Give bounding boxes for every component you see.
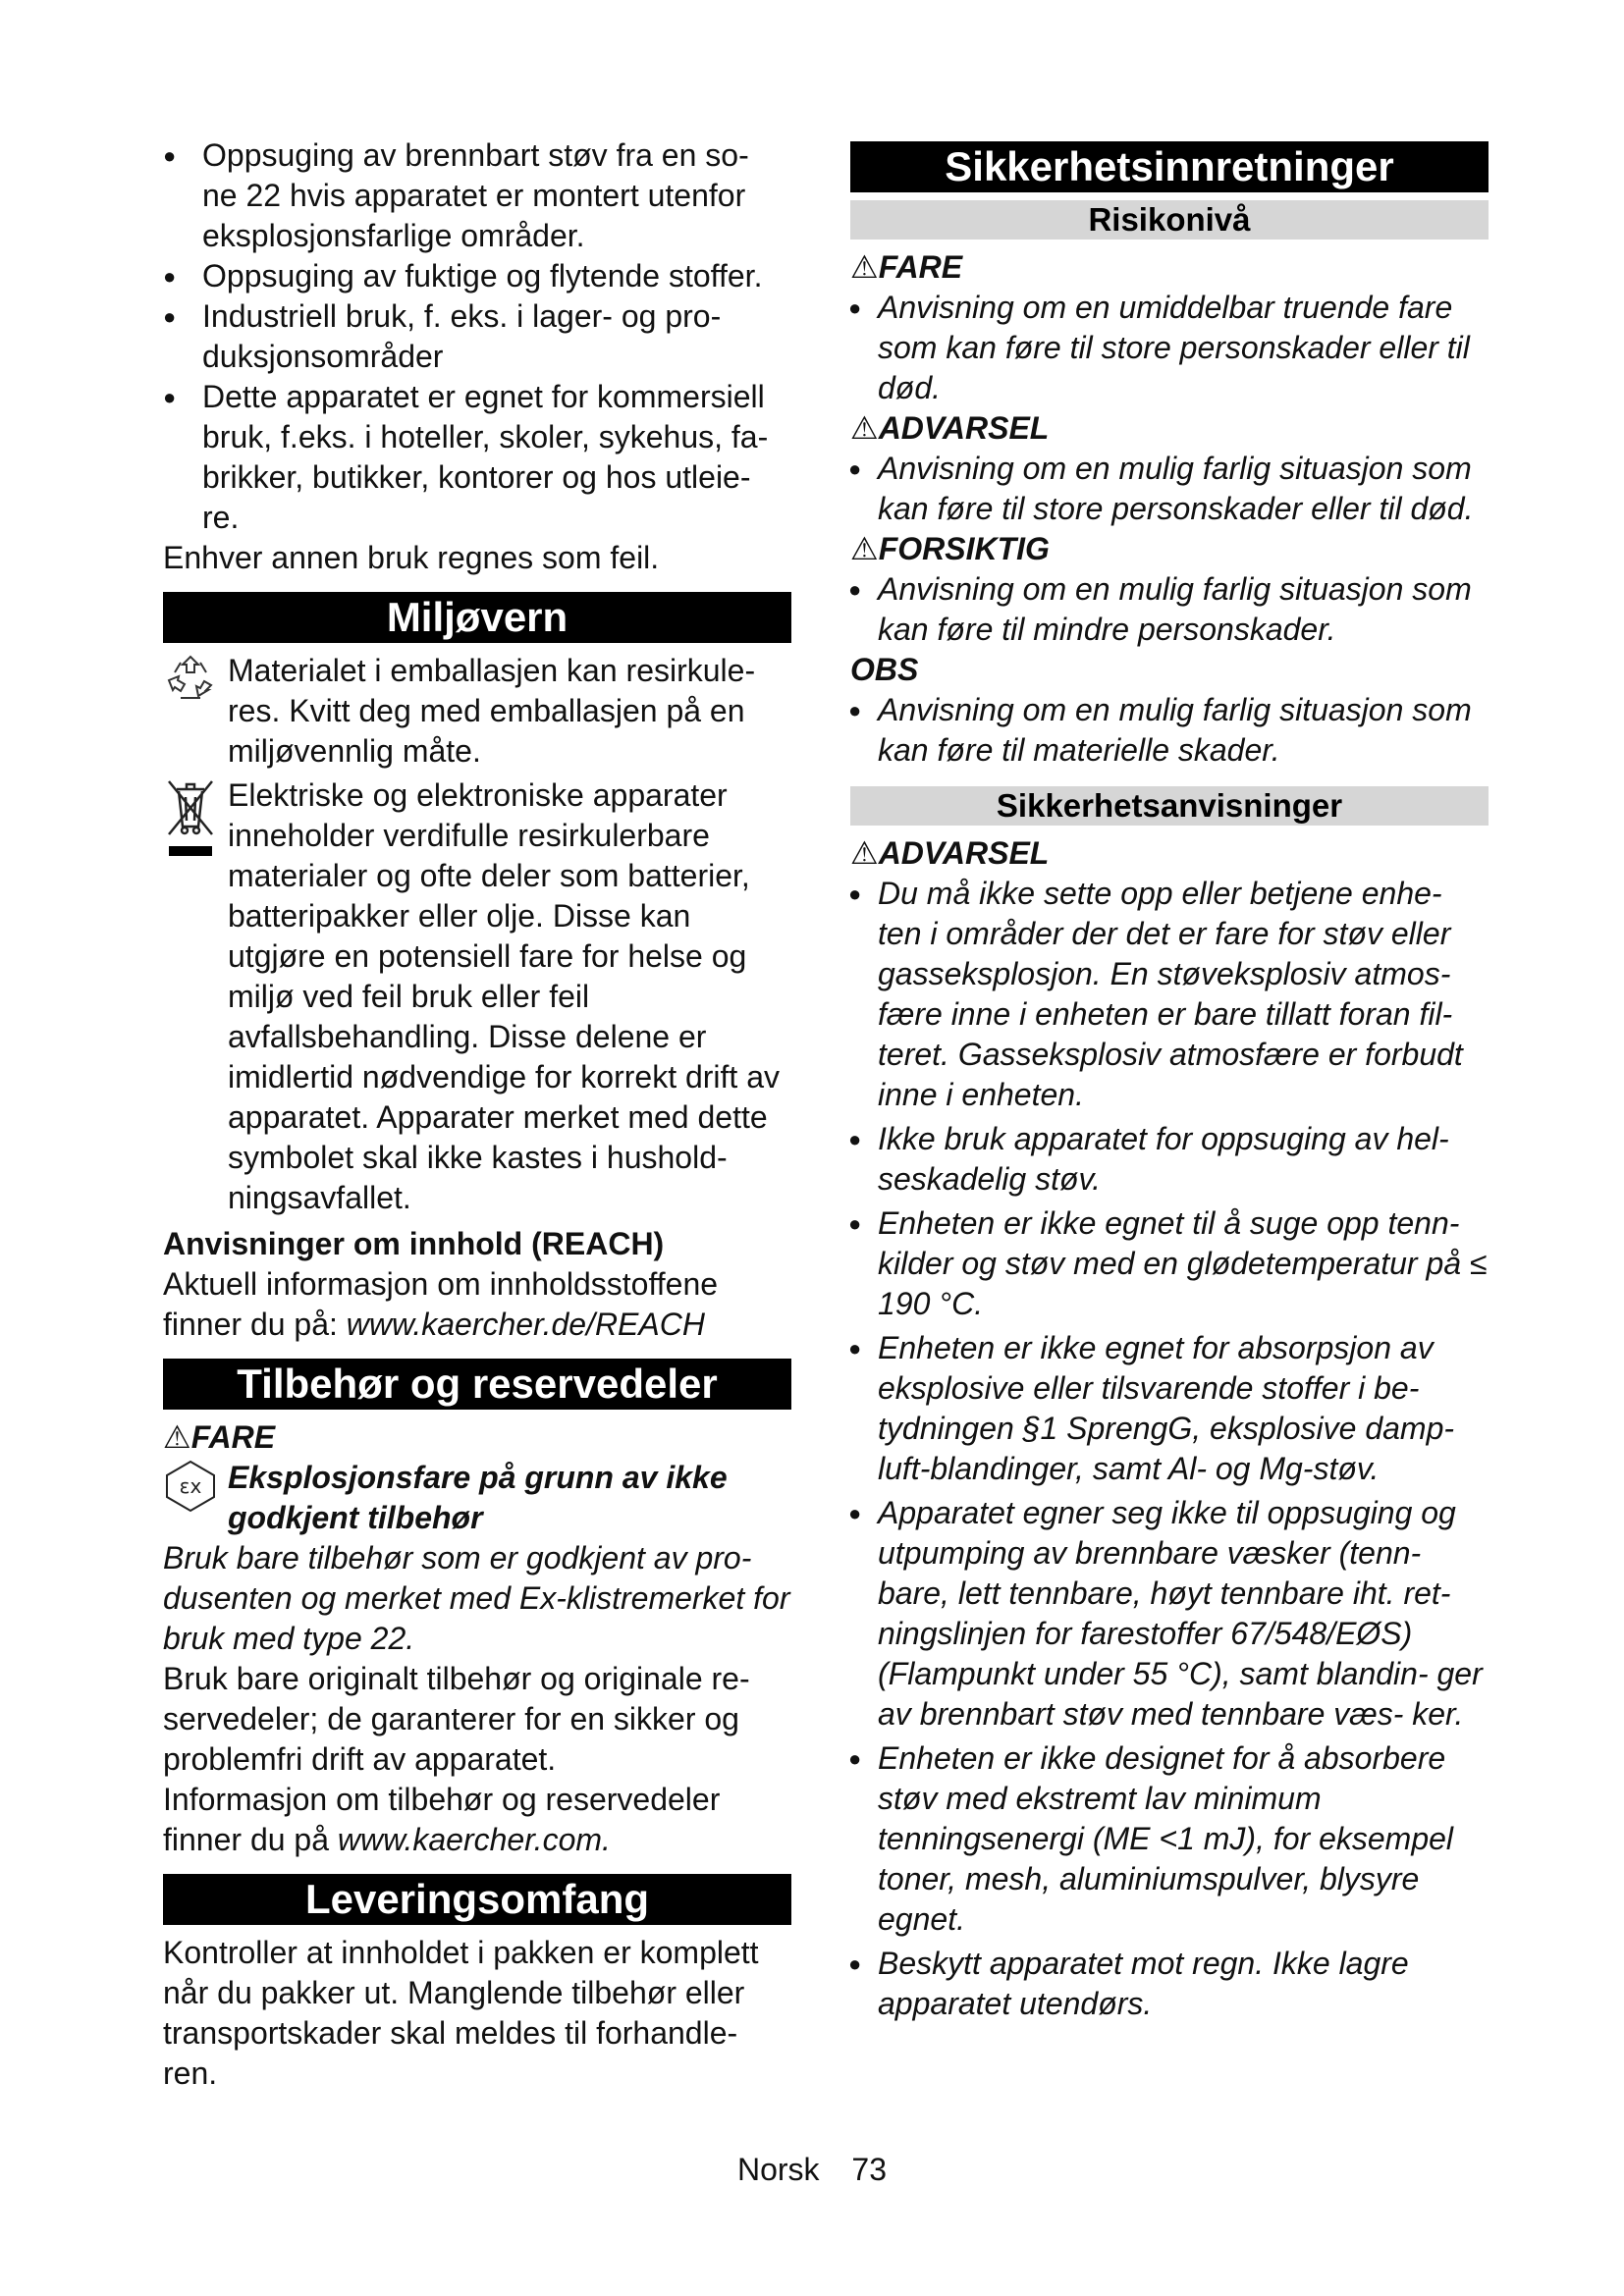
- reach-link[interactable]: www.kaercher.de/REACH: [346, 1307, 705, 1342]
- ex-warning-title: Eksplosjonsfare på grunn av ikke godkjent tilbehør: [228, 1460, 728, 1535]
- risk-description: ● Anvisning om en mulig farlig situasjon som kan føre til store personskader eller til død.: [850, 449, 1489, 529]
- risk-label: OBS: [850, 652, 919, 687]
- warning-label-advarsel: ⚠ADVARSEL: [850, 835, 1050, 871]
- risk-description: ● Anvisning om en mulig farlig situasjon som kan føre til materielle skader.: [850, 690, 1489, 771]
- recycle-block: [163, 651, 791, 772]
- reach-title: Anvisninger om innhold (REACH): [163, 1226, 665, 1261]
- left-column: [163, 135, 791, 2094]
- reach-paragraph: [163, 1264, 791, 1345]
- safety-instruction: ● Du må ikke sette opp eller betjene enhe- ten i områder der det er fare for støv eller gasseksplosjon. En støveksplosiv atmos- fære inne i enheten er bare tillatt foran fil- teret. Gasseksplosiv atmosfære er forbudt inne i enheten.: [850, 874, 1489, 1115]
- intro-note: Enhver annen bruk regnes som feil.: [163, 540, 660, 575]
- section-heading-tilbehor: Tilbehør og reservedeler: [163, 1359, 791, 1410]
- recycle-text: Materialet i emballasjen kan resirkule- res. Kvitt deg med emballasjen på en miljøvennlig måte.: [228, 653, 756, 769]
- reach-text: Aktuell informasjon om innholdsstoffene finner du på:: [163, 1266, 719, 1342]
- safety-instruction: ● Ikke bruk apparatet for oppsuging av hel- seskadelig støv.: [850, 1119, 1489, 1200]
- list-item: ● Industriell bruk, f. eks. i lager- og pro- duksjonsområder: [163, 296, 791, 377]
- kaercher-link[interactable]: www.kaercher.com.: [337, 1822, 611, 1857]
- ex-warning-text: Bruk bare tilbehør som er godkjent av pro- dusenten og merket med Ex-klistremerket for bruk med type 22.: [163, 1540, 790, 1656]
- safety-instruction: ● Beskytt apparatet mot regn. Ikke lagre apparatet utendørs.: [850, 1944, 1489, 2024]
- page-number: 73: [851, 2152, 888, 2187]
- subheading-sikkerhetsanvisninger: Sikkerhetsanvisninger: [850, 786, 1489, 826]
- warning-label-fare: ⚠FARE: [163, 1419, 276, 1455]
- crossed-bin-icon: [163, 775, 222, 872]
- right-column: [850, 135, 1489, 2024]
- list-item: ● Oppsuging av brennbart støv fra en so- ne 22 hvis apparatet er montert utenfor eksplosjonsfarlige områder.: [163, 135, 791, 256]
- safety-instruction: ● Enheten er ikke egnet til å suge opp tenn- kilder og støv med en glødetemperatur på ≤ 190 °C.: [850, 1203, 1489, 1324]
- risk-label: ⚠FARE: [850, 249, 963, 285]
- section-heading-leveringsomfang: Leveringsomfang: [163, 1874, 791, 1925]
- risk-description: ● Anvisning om en umiddelbar truende fare som kan føre til store personskader eller til død.: [850, 288, 1489, 408]
- section-heading-miljovern: Miljøvern: [163, 592, 791, 643]
- page-footer: [0, 2150, 1624, 2190]
- safety-instruction: ● Enheten er ikke egnet for absorpsjon av eksplosive eller tilsvarende stoffer i be- tydningen §1 SprengG, eksplosive damp- luft-blandinger, samt Al- og Mg-støv.: [850, 1328, 1489, 1489]
- accessory-text: Bruk bare originalt tilbehør og originale re- servedeler; de garanterer for en sikker og problemfri drift av apparatet.: [163, 1661, 750, 1777]
- weee-text: Elektriske og elektroniske apparater inneholder verdifulle resirkulerbare materialer og ofte deler som batterier, batteripakker eller olje. Disse kan utgjøre en potensiell fare for helse og miljø ved feil bruk eller feil avfallsbehandling. Disse delene er imidlertid nødvendige for korrekt drift av apparatet. Apparater merket med dette symbolet skal ikke kastes i hushold- ningsavfallet.: [228, 777, 780, 1215]
- ex-explosion-icon: [163, 1458, 222, 1522]
- accessory-info-text: Informasjon om tilbehør og reservedeler finner du på: [163, 1782, 721, 1857]
- footer-language: Norsk: [736, 2152, 820, 2187]
- accessory-info: [163, 1780, 791, 1860]
- weee-block: [163, 775, 791, 1218]
- ex-block: [163, 1458, 791, 1538]
- list-item: ● Oppsuging av fuktige og flytende stoffer.: [163, 256, 791, 296]
- risk-label: ⚠FORSIKTIG: [850, 531, 1050, 566]
- risk-description: ● Anvisning om en mulig farlig situasjon som kan føre til mindre personskader.: [850, 569, 1489, 650]
- list-item: ● Dette apparatet er egnet for kommersiell bruk, f.eks. i hoteller, skoler, sykehus, fa- brikker, butikker, kontorer og hos utleie- re.: [163, 377, 791, 538]
- subheading-risikoniva: Risikonivå: [850, 200, 1489, 240]
- risk-label: ⚠ADVARSEL: [850, 410, 1050, 446]
- safety-instruction: ● Enheten er ikke designet for å absorbere støv med ekstremt lav minimum tenningsenergi (ME <1 mJ), for eksempel toner, mesh, aluminiumspulver, blysyre egnet.: [850, 1738, 1489, 1940]
- safety-instruction: ● Apparatet egner seg ikke til oppsuging og utpumping av brennbare væsker (tenn- bare, lett tennbare, høyt tennbare iht. ret- ningslinjen for farestoffer 67/548/EØS) (Flampunkt under 55 °C), samt blandin- ger av brennbart støv med tennbare væs- ker.: [850, 1493, 1489, 1735]
- section-heading-sikkerhetsinnretninger: Sikkerhetsinnretninger: [850, 141, 1489, 192]
- recycle-icon: [163, 651, 222, 716]
- delivery-text: Kontroller at innholdet i pakken er komplett når du pakker ut. Manglende tilbehør eller transportskader skal meldes til forhandle- ren.: [163, 1935, 759, 2091]
- svg-text:εx: εx: [179, 1474, 202, 1498]
